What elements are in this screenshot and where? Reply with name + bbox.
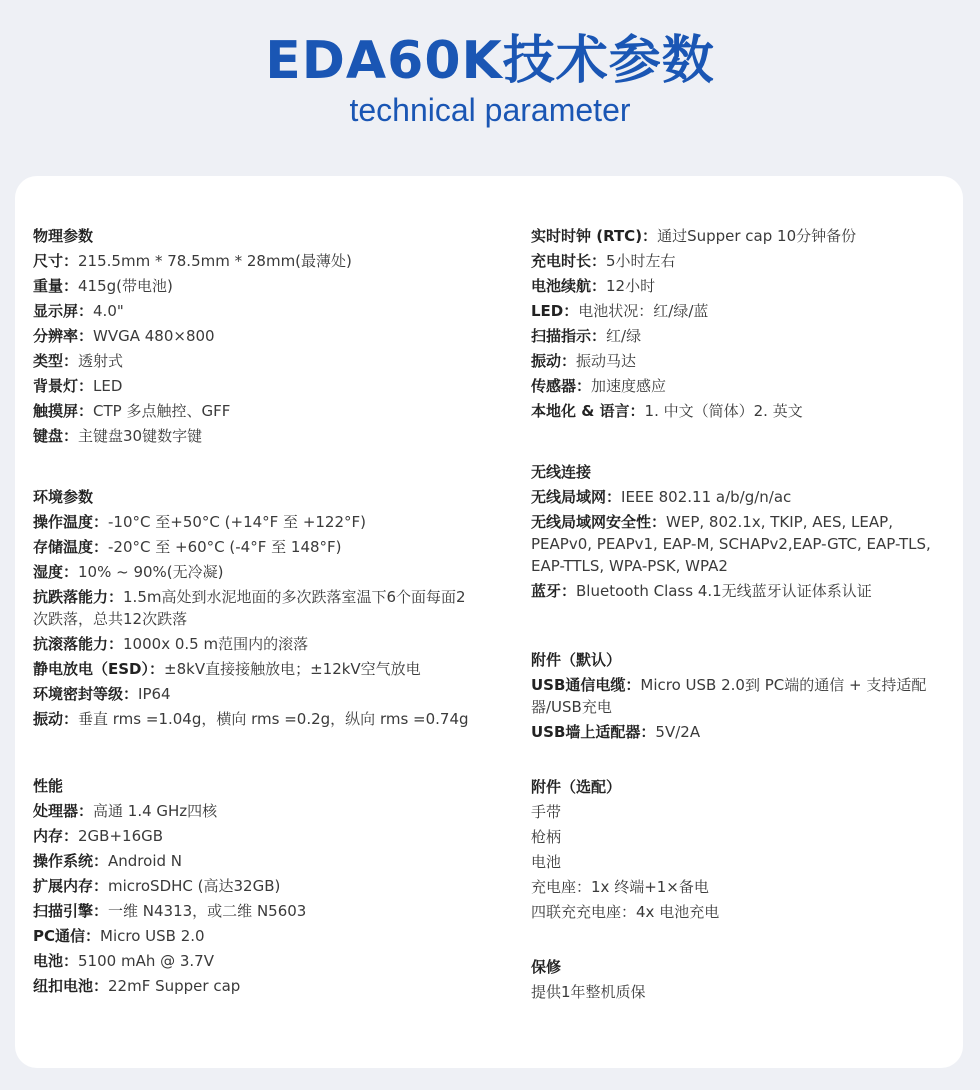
- spec-row: [33, 874, 503, 899]
- spec-key: 传感器：: [531, 377, 592, 395]
- spec-row: [531, 510, 951, 579]
- spec-key: 分辨率：: [33, 327, 94, 345]
- spec-value: Bluetooth Class 4.1无线蓝牙认证体系认证: [576, 582, 872, 600]
- spec-row: [33, 799, 503, 824]
- spec-row: [33, 349, 503, 374]
- spec-key: 电池续航：: [531, 277, 607, 295]
- spec-value: 通过Supper cap 10分钟备份: [657, 227, 857, 245]
- section-heading: 环境参数: [33, 488, 94, 506]
- spec-value: 一维 N4313，或二维 N5603: [108, 902, 307, 920]
- spec-key: 无线局域网：: [531, 488, 622, 506]
- spec-key: 扫描引擎：: [33, 902, 109, 920]
- section-wireless: [531, 460, 951, 604]
- spec-value: 垂直 rms =1.04g，横向 rms =0.2g，纵向 rms =0.74g: [78, 710, 469, 728]
- spec-key: 抗滚落能力：: [33, 635, 124, 653]
- spec-row: [33, 849, 503, 874]
- spec-key: 存储温度：: [33, 538, 109, 556]
- section-accessories-default: [531, 648, 951, 745]
- spec-value: IP64: [138, 685, 171, 703]
- spec-value: microSDHC (高达32GB): [108, 877, 281, 895]
- spec-row: [33, 632, 503, 657]
- spec-row: [531, 224, 951, 249]
- section-heading: 附件（选配）: [531, 778, 622, 796]
- spec-value: 5V/2A: [655, 723, 701, 741]
- section-warranty: [531, 955, 951, 1005]
- spec-key: 触摸屏：: [33, 402, 94, 420]
- spec-row: [531, 720, 951, 745]
- list-item: 手带: [531, 803, 562, 821]
- spec-key: 处理器：: [33, 802, 94, 820]
- spec-value: 电池状况：红/绿/蓝: [578, 302, 709, 320]
- spec-value: 1000x 0.5 m范围内的滚落: [123, 635, 309, 653]
- spec-value: 215.5mm * 78.5mm * 28mm(最薄处): [78, 252, 352, 270]
- warranty-text: 提供1年整机质保: [531, 983, 646, 1001]
- spec-value: 1.5m高处到水泥地面的多次跌落室温下6个面每面2次跌落，总共12次跌落: [33, 588, 466, 628]
- spec-row: [33, 899, 503, 924]
- spec-key: 无线局域网安全性：: [531, 513, 667, 531]
- spec-row: [33, 974, 503, 999]
- section-accessories-optional: [531, 775, 951, 925]
- spec-row: [33, 274, 503, 299]
- spec-value: IEEE 802.11 a/b/g/n/ac: [621, 488, 792, 506]
- spec-key: 背景灯：: [33, 377, 94, 395]
- section-heading: 无线连接: [531, 463, 592, 481]
- spec-row: [33, 824, 503, 849]
- spec-row: [33, 299, 503, 324]
- spec-key: 扩展内存：: [33, 877, 109, 895]
- spec-row: [33, 510, 503, 535]
- spec-value: LED: [93, 377, 123, 395]
- right-column: [531, 224, 951, 1035]
- spec-value: -10°C 至+50°C (+14°F 至 +122°F): [108, 513, 367, 531]
- spec-key: 扫描指示：: [531, 327, 607, 345]
- spec-value: 2GB+16GB: [78, 827, 164, 845]
- spec-row: [33, 324, 503, 349]
- spec-value: 22mF Supper cap: [108, 977, 241, 995]
- spec-key: 本地化 & 语言：: [531, 402, 645, 420]
- spec-value: 12小时: [606, 277, 656, 295]
- spec-value: 415g(带电池): [78, 277, 173, 295]
- list-item: 电池: [531, 853, 562, 871]
- spec-value: 5100 mAh @ 3.7V: [78, 952, 214, 970]
- spec-row: [531, 485, 951, 510]
- spec-key: 振动：: [531, 352, 577, 370]
- spec-value: 4.0": [93, 302, 124, 320]
- section-misc: [531, 224, 951, 424]
- spec-row: [33, 560, 503, 585]
- spec-row: [33, 585, 473, 632]
- list-item: 枪柄: [531, 828, 562, 846]
- spec-key: 抗跌落能力：: [33, 588, 124, 606]
- spec-row: [33, 949, 503, 974]
- spec-card: [15, 176, 963, 1068]
- spec-row: [33, 924, 503, 949]
- spec-row: [33, 424, 503, 449]
- spec-row: [531, 249, 951, 274]
- spec-row: [531, 299, 951, 324]
- spec-key: PC通信：: [33, 927, 101, 945]
- list-item: 充电座：1x 终端+1×备电: [531, 878, 709, 896]
- spec-key: 内存：: [33, 827, 79, 845]
- spec-key: 键盘：: [33, 427, 79, 445]
- section-heading: 性能: [33, 777, 64, 795]
- spec-value: 5小时左右: [606, 252, 676, 270]
- spec-key: 重量：: [33, 277, 79, 295]
- section-environment: [33, 485, 503, 732]
- page-title: EDA60K技术参数: [265, 31, 715, 91]
- spec-row: [33, 249, 503, 274]
- spec-key: USB通信电缆：: [531, 676, 641, 694]
- section-heading: 附件（默认）: [531, 651, 622, 669]
- spec-value: Micro USB 2.0到 PC端的通信 + 支持适配器/USB充电: [531, 676, 927, 716]
- spec-key: 纽扣电池：: [33, 977, 109, 995]
- spec-row: [33, 657, 503, 682]
- spec-row: [531, 274, 951, 299]
- list-item: 四联充充电座：4x 电池充电: [531, 903, 720, 921]
- spec-value: 高通 1.4 GHz四核: [93, 802, 218, 820]
- spec-value: 加速度感应: [591, 377, 667, 395]
- spec-row: [531, 399, 951, 424]
- spec-value: Android N: [108, 852, 182, 870]
- section-heading: 保修: [531, 958, 562, 976]
- spec-row: [531, 324, 951, 349]
- spec-key: 电池：: [33, 952, 79, 970]
- section-physical: [33, 224, 503, 449]
- spec-value: 主键盘30键数字键: [78, 427, 203, 445]
- spec-key: 操作系统：: [33, 852, 109, 870]
- spec-key: LED：: [531, 302, 579, 320]
- spec-row: [531, 374, 951, 399]
- spec-key: 静电放电（ESD）：: [33, 660, 165, 678]
- spec-value: 透射式: [78, 352, 124, 370]
- spec-row: [33, 374, 503, 399]
- spec-value: -20°C 至 +60°C (-4°F 至 148°F): [108, 538, 342, 556]
- page-subtitle: technical parameter: [349, 92, 631, 128]
- section-heading: 物理参数: [33, 227, 94, 245]
- spec-value: 10% ~ 90%(无冷凝): [78, 563, 224, 581]
- spec-key: 类型：: [33, 352, 79, 370]
- spec-row: [531, 349, 951, 374]
- spec-key: 湿度：: [33, 563, 79, 581]
- spec-key: 环境密封等级：: [33, 685, 139, 703]
- spec-row: [531, 673, 951, 720]
- spec-value: 振动马达: [576, 352, 637, 370]
- spec-row: [33, 707, 503, 732]
- spec-row: [33, 535, 503, 560]
- section-performance: [33, 774, 503, 999]
- spec-key: 振动：: [33, 710, 79, 728]
- spec-value: 1. 中文（简体）2. 英文: [644, 402, 803, 420]
- spec-row: [531, 579, 951, 604]
- spec-value: 红/绿: [606, 327, 642, 345]
- spec-key: 操作温度：: [33, 513, 109, 531]
- spec-key: USB墙上适配器：: [531, 723, 656, 741]
- spec-key: 实时时钟 (RTC)：: [531, 227, 658, 245]
- spec-key: 显示屏：: [33, 302, 94, 320]
- left-column: [33, 224, 503, 1029]
- spec-key: 充电时长：: [531, 252, 607, 270]
- spec-value: WVGA 480×800: [93, 327, 215, 345]
- spec-key: 尺寸：: [33, 252, 79, 270]
- spec-row: [33, 399, 503, 424]
- spec-value: CTP 多点触控、GFF: [93, 402, 231, 420]
- spec-value: WEP, 802.1x, TKIP, AES, LEAP, PEAPv0, PEAPv1, EAP-M, SCHAPv2,EAP-GTC, EAP-TLS, EAP-TTLS, WPA-PSK, WPA2: [531, 513, 931, 575]
- spec-key: 蓝牙：: [531, 582, 577, 600]
- spec-value: Micro USB 2.0: [100, 927, 205, 945]
- spec-row: [33, 682, 503, 707]
- spec-value: ±8kV直接接触放电；±12kV空气放电: [164, 660, 421, 678]
